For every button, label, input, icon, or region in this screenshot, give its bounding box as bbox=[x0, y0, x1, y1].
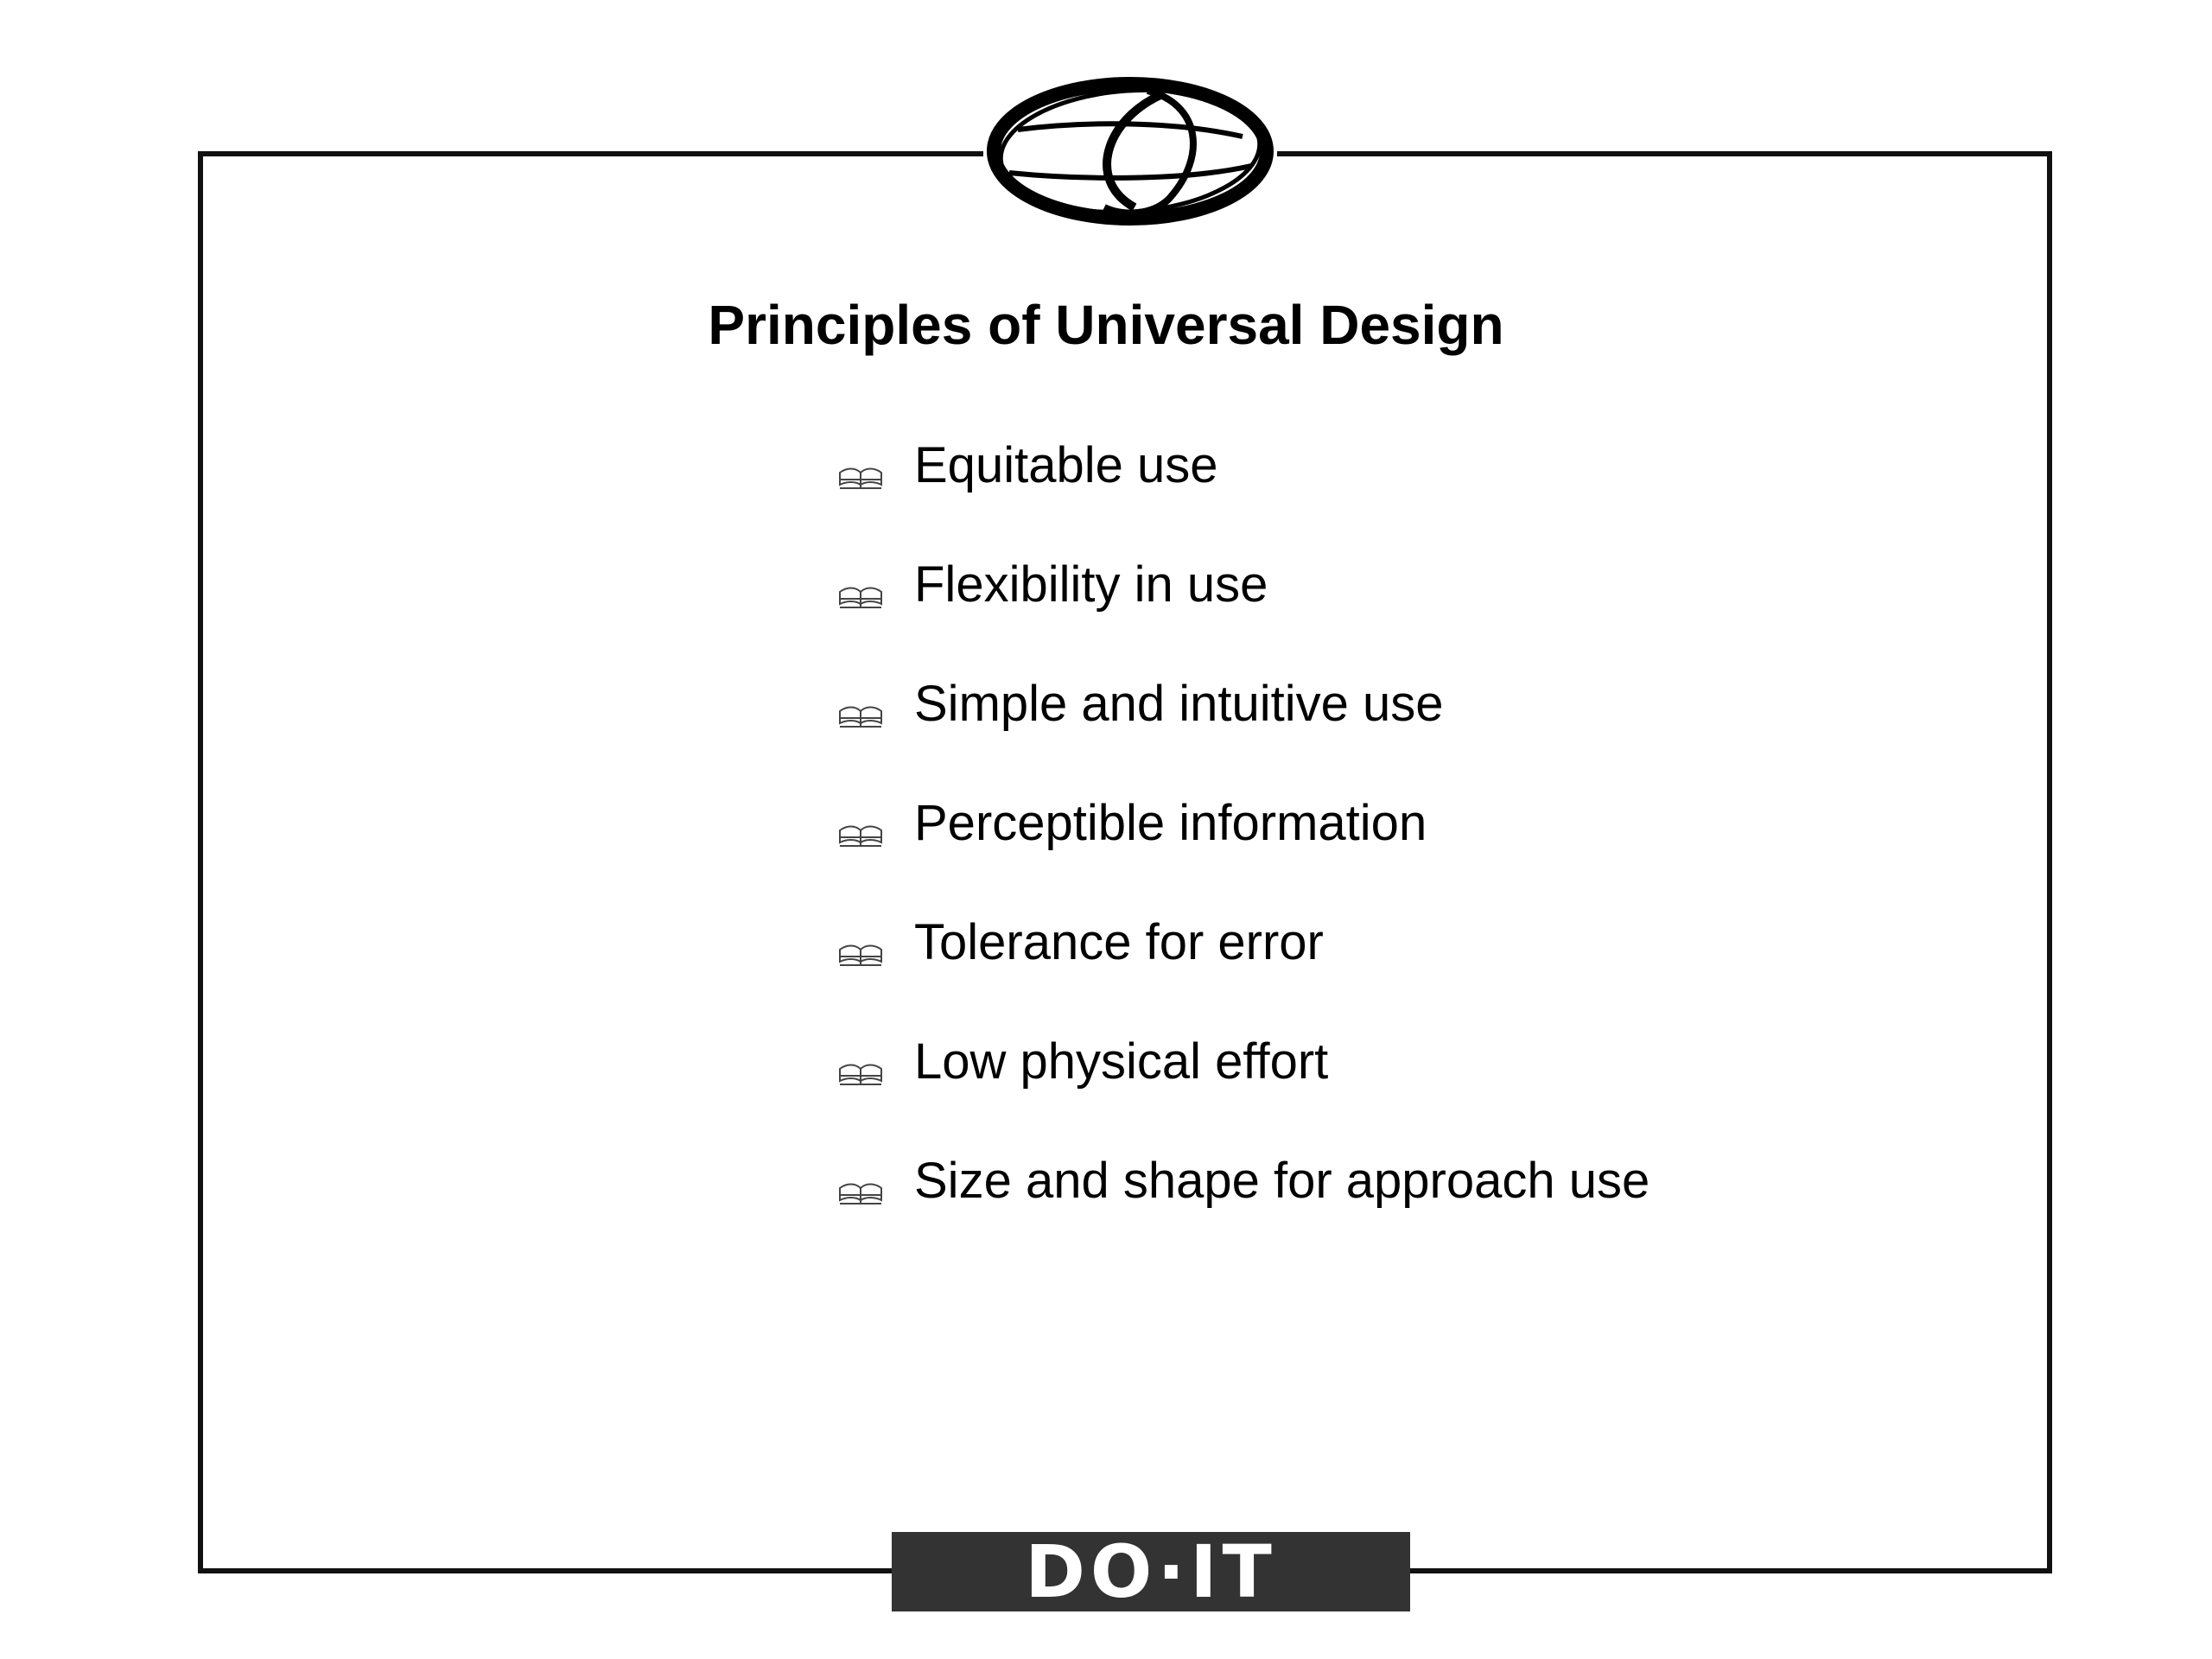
slide-title: Principles of Universal Design bbox=[708, 294, 1504, 356]
principle-text: Tolerance for error bbox=[914, 914, 1324, 970]
list-item bbox=[838, 525, 1649, 645]
doit-logo bbox=[892, 1529, 1410, 1614]
book-icon bbox=[838, 818, 883, 849]
book-icon bbox=[838, 938, 883, 969]
book-icon bbox=[838, 1057, 883, 1088]
list-item bbox=[838, 645, 1649, 764]
list-item bbox=[838, 764, 1649, 883]
principle-text: Perceptible information bbox=[914, 795, 1427, 851]
principle-text: Equitable use bbox=[914, 437, 1218, 493]
principles-list bbox=[838, 406, 1649, 1241]
doit-logo-text: DO·IT bbox=[1025, 1529, 1277, 1614]
book-icon bbox=[838, 1176, 883, 1207]
list-item bbox=[838, 406, 1649, 525]
principle-text: Simple and intuitive use bbox=[914, 676, 1444, 732]
globe-logo-icon bbox=[983, 69, 1277, 233]
principle-text: Flexibility in use bbox=[914, 556, 1268, 613]
principle-text: Size and shape for approach use bbox=[914, 1153, 1650, 1209]
book-icon bbox=[838, 461, 883, 492]
book-icon bbox=[838, 699, 883, 730]
book-icon bbox=[838, 580, 883, 611]
list-item bbox=[838, 883, 1649, 1002]
list-item bbox=[838, 1002, 1649, 1122]
list-item bbox=[838, 1122, 1649, 1241]
principle-text: Low physical effort bbox=[914, 1033, 1329, 1090]
